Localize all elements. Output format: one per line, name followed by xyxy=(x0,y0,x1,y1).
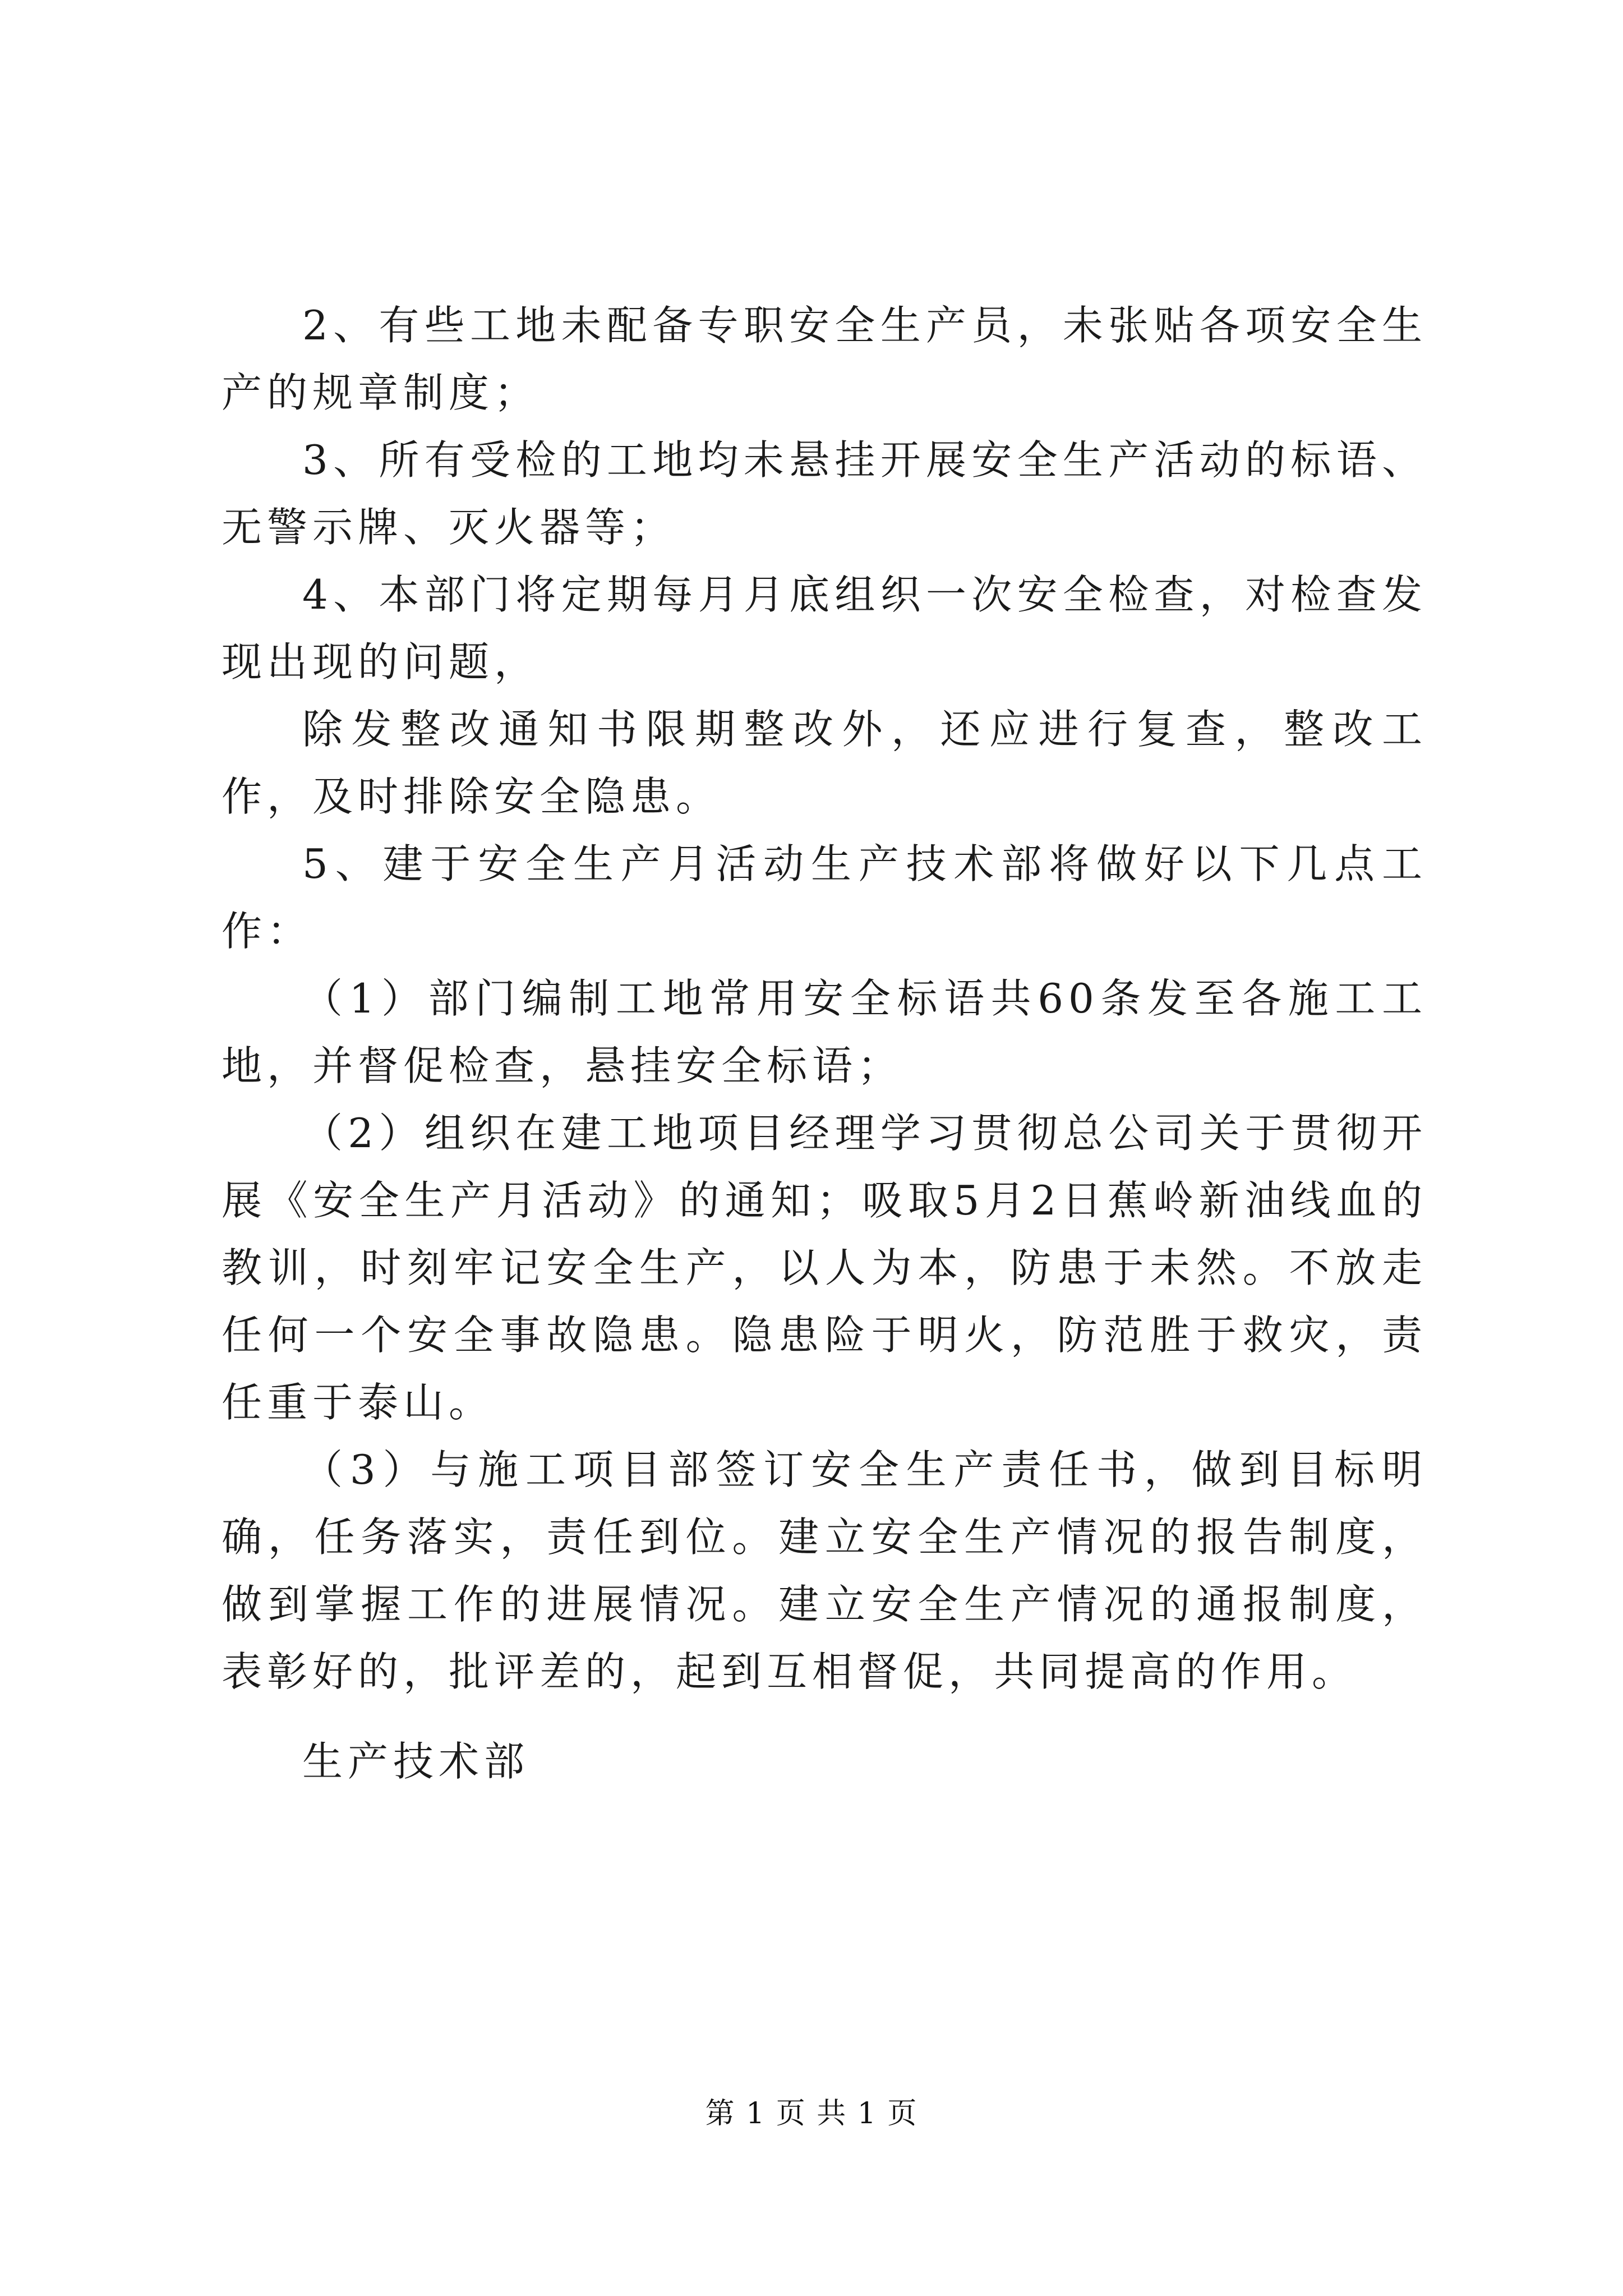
document-body xyxy=(222,292,1427,1795)
paragraph-item-4: 4、本部门将定期每月月底组织一次安全检查，对检查发现出现的问题， xyxy=(222,571,1427,685)
department-signature: 生产技术部 xyxy=(302,1738,530,1785)
paragraph-subitem-2: （2）组织在建工地项目经理学习贯彻总公司关于贯彻开展《安全生产月活动》的通知；吸取5月2日蕉岭新油线血的教训，时刻牢记安全生产，以人为本，防患于未然。不放走任何一个安全事故隐患。隐患险于明火，防范胜于救灾，责任重于泰山。 xyxy=(222,1110,1427,1426)
paragraph-rectification: 除发整改通知书限期整改外，还应进行复查，整改工作，及时排除安全隐患。 xyxy=(222,706,1427,820)
paragraph-item-5: 5、建于安全生产月活动生产技术部将做好以下几点工作： xyxy=(222,840,1427,955)
paragraph-subitem-1: （1）部门编制工地常用安全标语共60条发至各施工工地，并督促检查，悬挂安全标语； xyxy=(222,975,1427,1089)
paragraph-item-3: 3、所有受检的工地均未悬挂开展安全生产活动的标语、无警示牌、灭火器等； xyxy=(222,436,1427,551)
paragraph-item-2: 2、有些工地未配备专职安全生产员，未张贴各项安全生产的规章制度； xyxy=(222,302,1427,416)
page-footer: 第 1 页 共 1 页 xyxy=(705,2097,918,2131)
paragraph-subitem-3: （3）与施工项目部签订安全生产责任书，做到目标明确，任务落实，责任到位。建立安全生产情况的报告制度，做到掌握工作的进展情况。建立安全生产情况的通报制度，表彰好的，批评差的，起到互相督促，共同提高的作用。 xyxy=(222,1446,1427,1695)
